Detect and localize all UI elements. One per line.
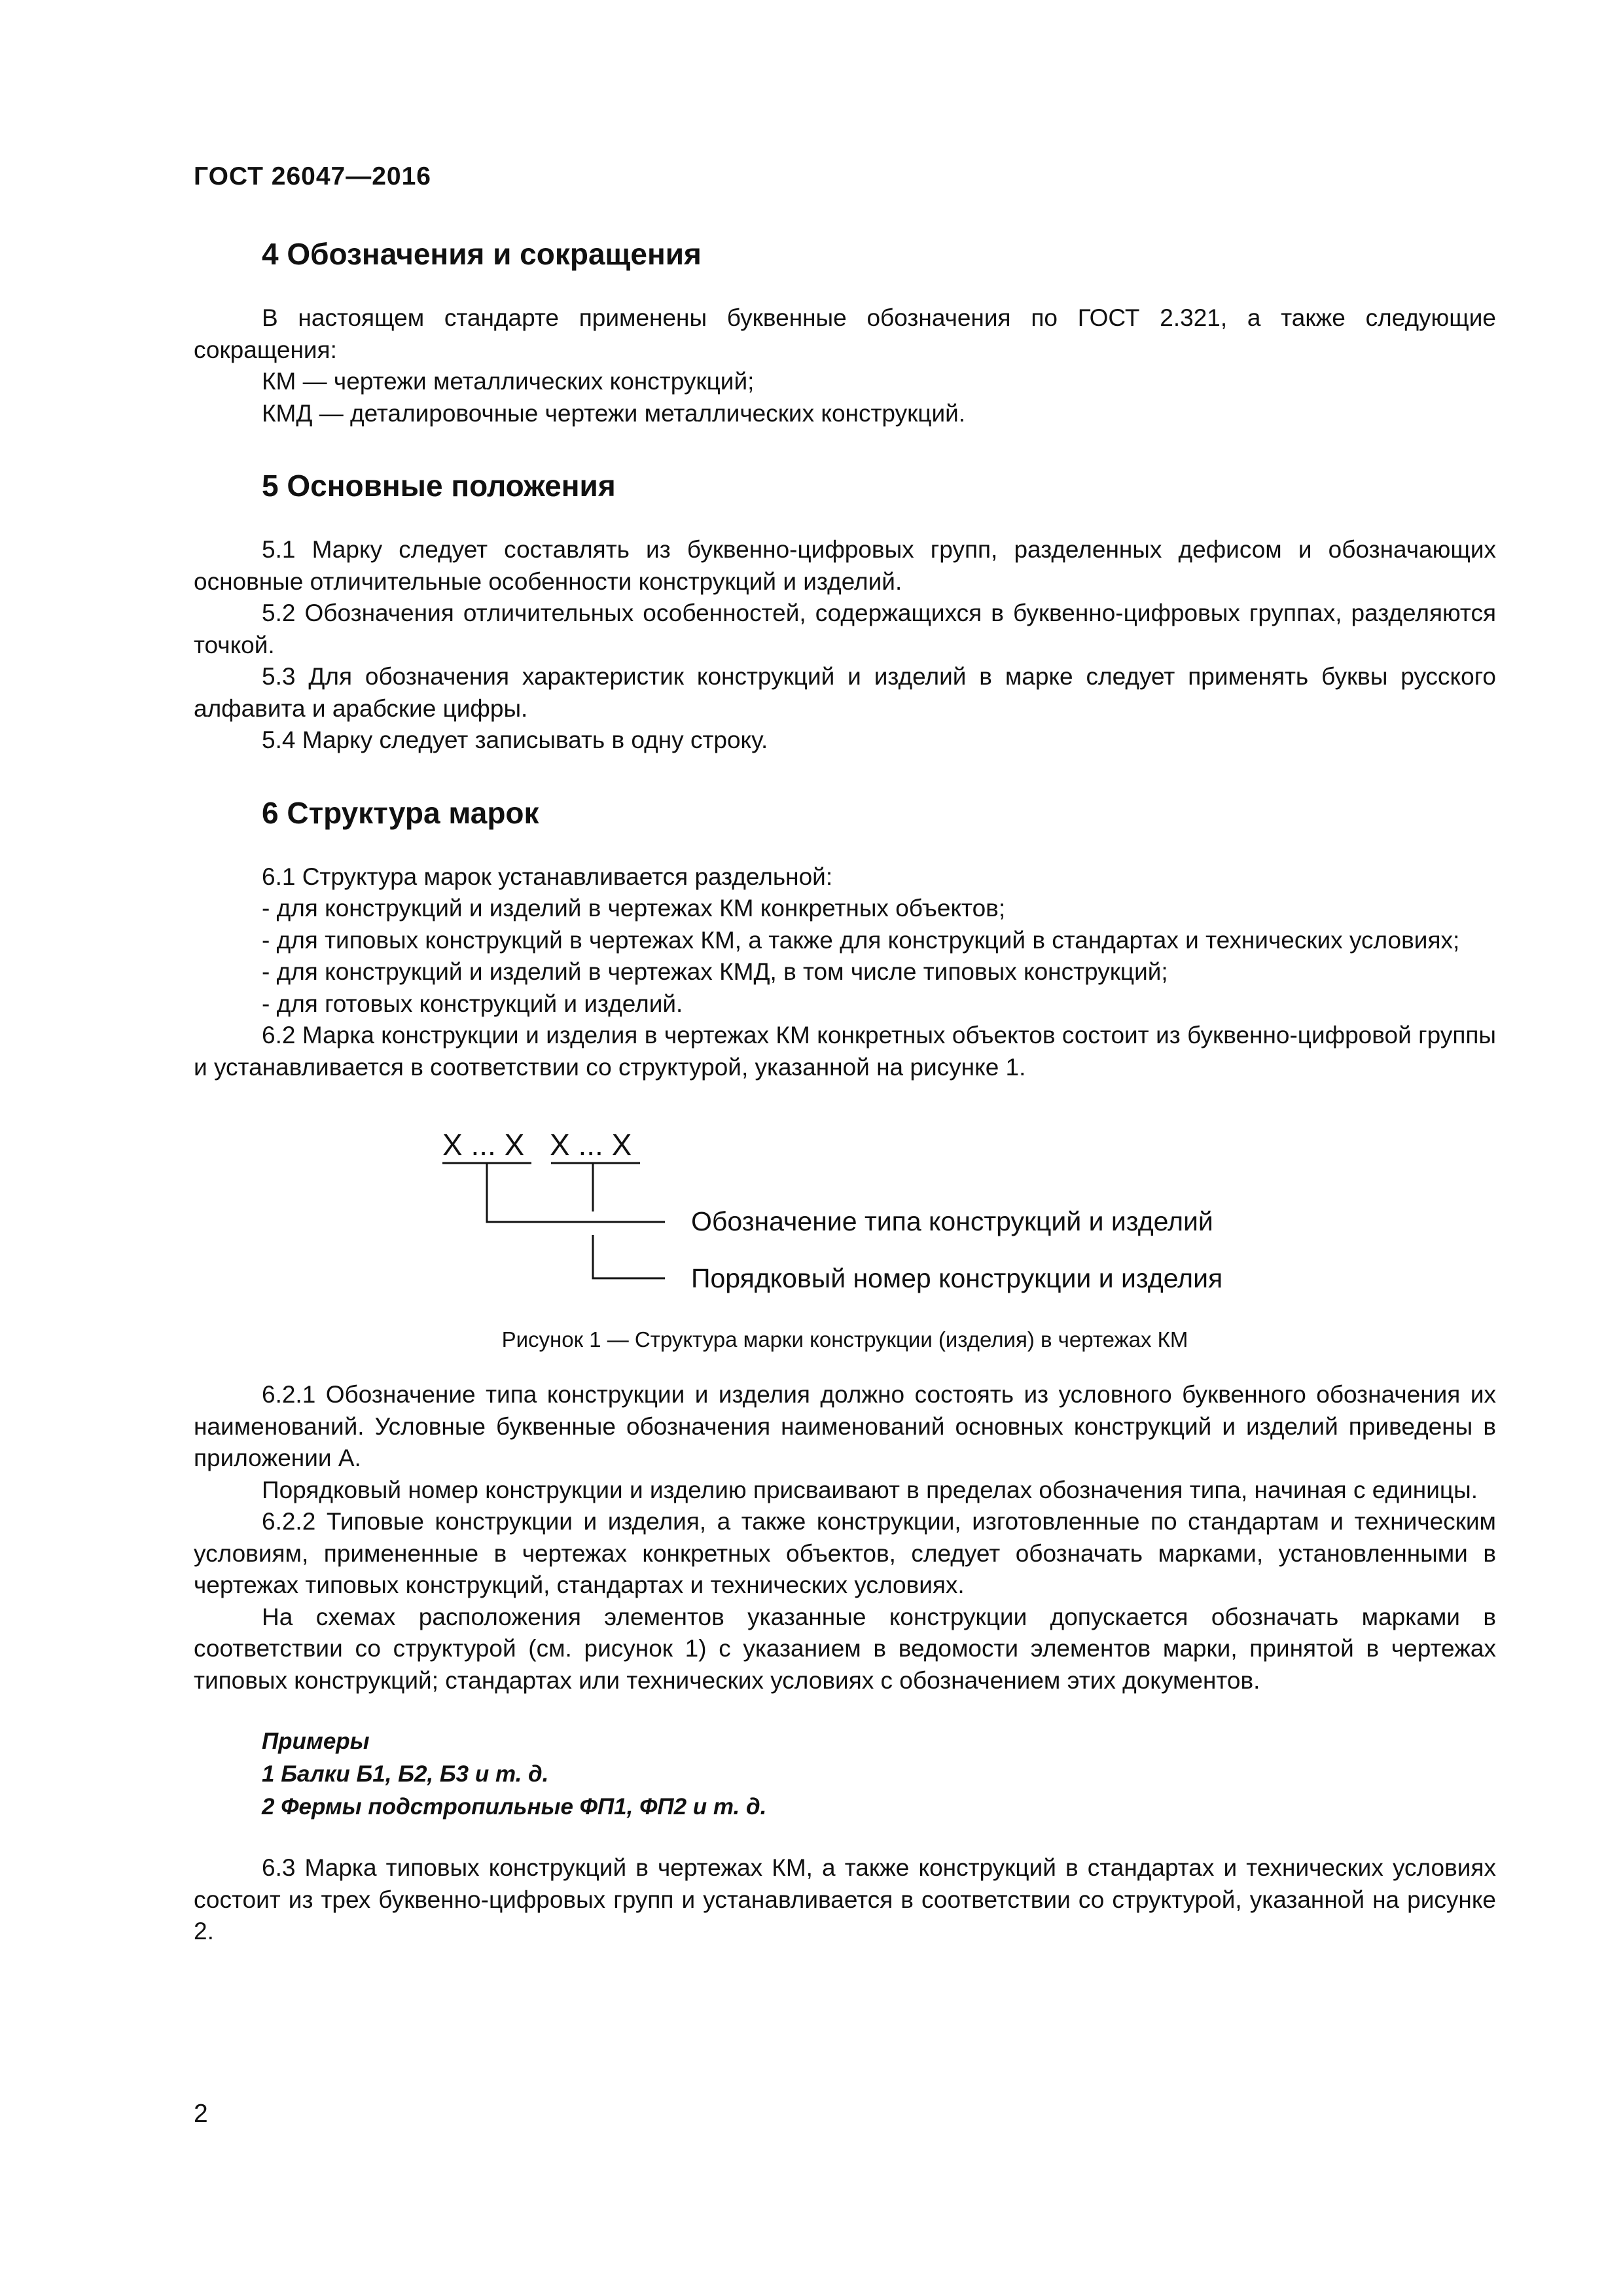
figure-label-type: Обозначение типа конструкций и изделий — [691, 1206, 1213, 1236]
section-4-title: 4 Обозначения и сокращения — [262, 237, 702, 271]
document-code-header: ГОСТ 26047—2016 — [194, 162, 431, 190]
clause-6-1-item: - для типовых конструкций в чертежах КМ, а также для конструкций в стандартах и технических условиях; — [262, 926, 1460, 954]
clause-5-3: 5.3 Для обозначения характеристик конструкций и изделий в марке следует применять буквы русского алфавита и арабские цифры. — [194, 663, 1496, 722]
clause-6-2-1-note: Порядковый номер конструкции и изделию присваивают в пределах обозначения типа, начиная с единицы. — [262, 1476, 1478, 1503]
clause-6-3: 6.3 Марка типовых конструкций в чертежах КМ, а также конструкций в стандартах и технических условиях состоит из трех буквенно-цифровых групп и устанавливается в соответствии со структурой, указанной на рисунке 2. — [194, 1854, 1496, 1945]
clause-6-2-2: 6.2.2 Типовые конструкции и изделия, а также конструкции, изготовленные по стандартам и техническим условиям, примененные в чертежах конкретных объектов, следует обозначать марками, установленными в чертежах типовых конструкций, стандартах и технических условиях. — [194, 1508, 1496, 1598]
clause-6-1-item: - для конструкций и изделий в чертежах КМ конкретных объектов; — [262, 895, 1006, 922]
clause-6-2-1: 6.2.1 Обозначение типа конструкции и изделия должно состоять из условного буквенного обозначения их наименований. Условные буквенные обозначения наименований основных конструкций и изделий приведены в приложении А. — [194, 1381, 1496, 1471]
clause-5-4: 5.4 Марку следует записывать в одну строку. — [262, 726, 768, 753]
section-4-paragraph: В настоящем стандарте применены буквенные обозначения по ГОСТ 2.321, а также следующие сокращения: — [194, 304, 1496, 363]
clause-6-1-item: - для конструкций и изделий в чертежах КМД, в том числе типовых конструкций; — [262, 958, 1168, 985]
figure-1-svg — [194, 1116, 1496, 1332]
figure-1-caption: Рисунок 1 — Структура марки конструкции (изделия) в чертежах КМ — [501, 1327, 1188, 1352]
examples-block — [194, 1725, 1496, 1823]
clause-5-2: 5.2 Обозначения отличительных особенностей, содержащихся в буквенно-цифровых группах, разделяются точкой. — [194, 600, 1496, 658]
mark-group-number: X ... X — [550, 1128, 632, 1162]
mark-group-type: X ... X — [442, 1128, 525, 1162]
examples-title: Примеры — [262, 1729, 370, 1754]
section-4-abbrev-kmd: КМД — деталировочные чертежи металлических конструкций. — [262, 399, 966, 427]
leader-line-2 — [593, 1235, 665, 1278]
clause-6-2: 6.2 Марка конструкции и изделия в чертежах КМ конкретных объектов состоит из буквенно-цифровой группы и устанавливается в соответствии со структурой, указанной на рисунке 1. — [194, 1022, 1496, 1081]
clause-6-1-item: - для готовых конструкций и изделий. — [262, 990, 683, 1017]
figure-label-number: Порядковый номер конструкции и изделия — [691, 1263, 1223, 1293]
clause-6-2-2-note: На схемах расположения элементов указанные конструкции допускается обозначать марками в соответствии со структурой (см. рисунок 1) с указанием в ведомости элементов марки, принятой в чертежах типовых конструкций; стандартах или технических условиях с обозначением этих документов. — [194, 1603, 1496, 1694]
document-body — [194, 234, 1496, 1948]
clause-6-1: 6.1 Структура марок устанавливается раздельной: — [262, 863, 833, 890]
section-6-title: 6 Структура марок — [262, 795, 539, 830]
example-item: 2 Фермы подстропильные ФП1, ФП2 и т. д. — [262, 1794, 767, 1820]
section-4-abbrev-km: КМ — чертежи металлических конструкций; — [262, 368, 755, 395]
page-number: 2 — [194, 2100, 208, 2128]
figure-1-diagram — [194, 1116, 1496, 1358]
leader-line-1 — [487, 1163, 665, 1222]
clause-5-1: 5.1 Марку следует составлять из буквенно-цифровых групп, разделенных дефисом и обозначающих основные отличительные особенности конструкций и изделий. — [194, 536, 1496, 595]
section-5-title: 5 Основные положения — [262, 469, 616, 503]
example-item: 1 Балки Б1, Б2, Б3 и т. д. — [262, 1761, 549, 1787]
